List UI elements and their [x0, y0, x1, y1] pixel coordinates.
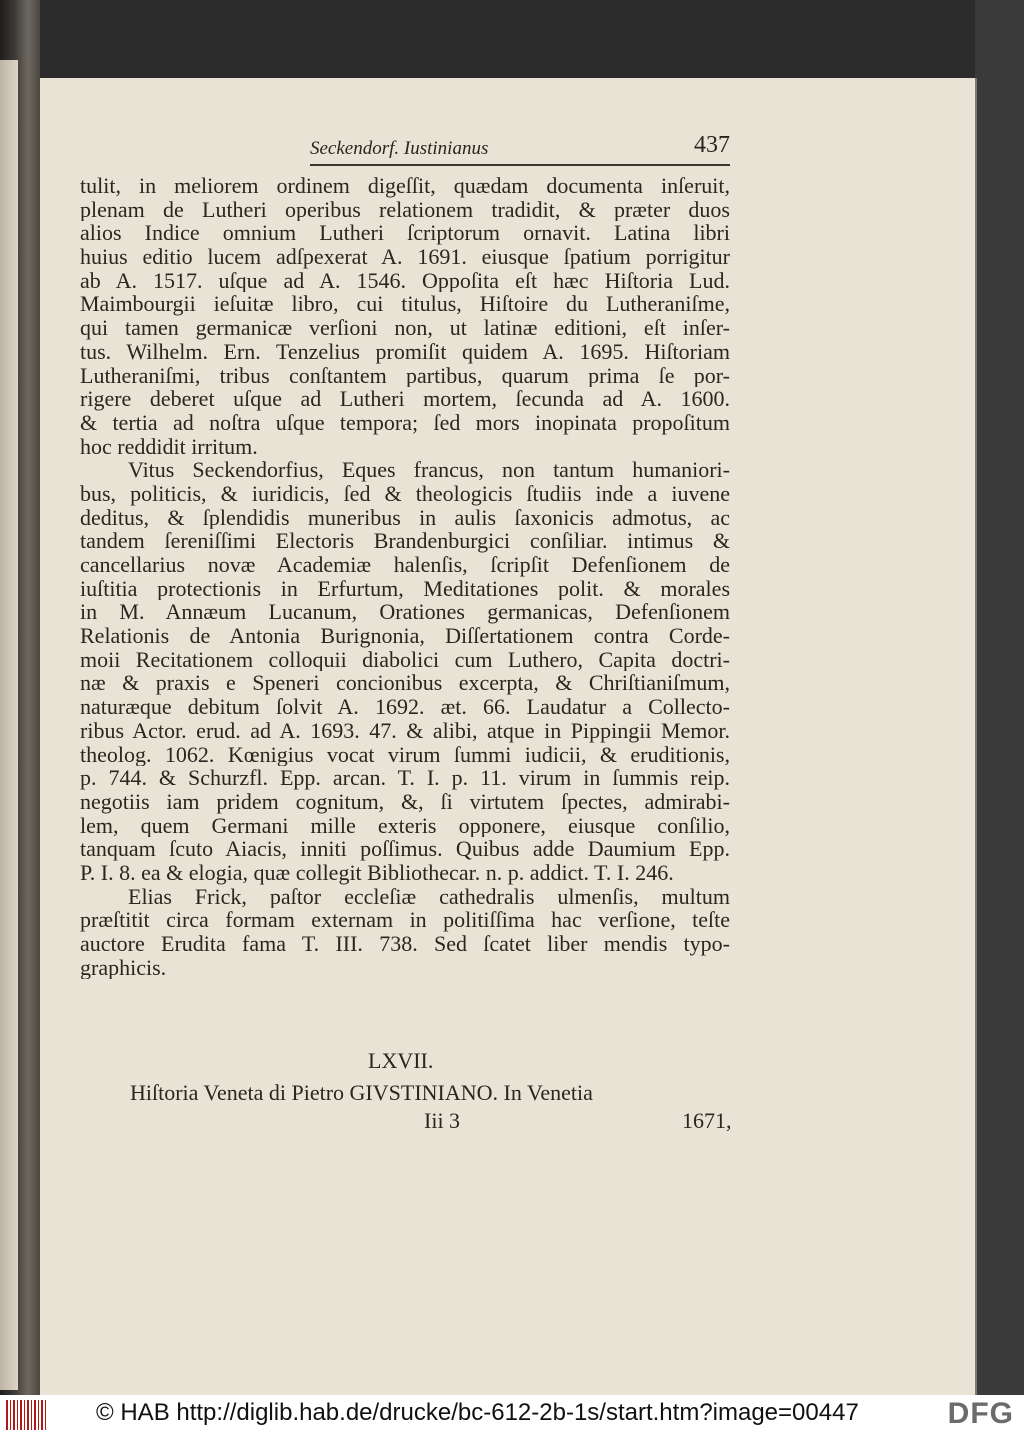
- text-line: tandem ſereniſſimi Electoris Brandenburgici conſiliar. intimus &: [80, 529, 730, 553]
- text-line: Maimbourgii ieſuitæ libro, cui titulus, Hiſtoire du Lutheraniſme,: [80, 292, 730, 317]
- text-line: P. I. 8. ea & elogia, quæ collegit Bibliothecar. n. p. addict. T. I. 246.: [80, 860, 674, 885]
- text-line: deditus, & ſplendidis muneribus in aulis ſaxonicis admotus, ac: [80, 505, 730, 530]
- facing-page-edge: [0, 60, 18, 1390]
- barcode-icon: [6, 1400, 46, 1430]
- text-line: næ & praxis e Speneri concionibus excerpta, & Chriſtianiſmum,: [80, 671, 730, 696]
- text-line: auctore Erudita fama T. III. 738. Sed ſcatet liber mendis typo-: [80, 932, 730, 956]
- text-line: plenam de Lutheri operibus relationem tradidit, & præter duos: [80, 197, 730, 222]
- running-head: Seckendorf. Iustinianus: [310, 138, 489, 159]
- viewer-footer: [0, 1395, 1024, 1435]
- text-line: qui tamen germanicæ verſioni non, ut latinæ editioni, eſt inſer-: [80, 316, 730, 340]
- copyright-link[interactable]: © HAB http://diglib.hab.de/drucke/bc-612-2b-1s/start.htm?image=00447: [96, 1399, 859, 1426]
- text-line: bus, politicis, & iuridicis, ſed & theologicis ſtudiis inde a iuvene: [80, 481, 730, 506]
- text-line: huius editio lucem adſpexerat A. 1691. eiusque ſpatium porrigitur: [80, 245, 730, 269]
- text-line: Lutheraniſmi, tribus conſtantem partibus, quarum prima ſe por-: [80, 363, 730, 388]
- signature-mark: Iii 3: [424, 1108, 461, 1133]
- text-line: moii Recitationem colloquii diabolici cum Luthero, Capita doctri-: [80, 647, 730, 672]
- catchword: 1671,: [682, 1108, 732, 1133]
- text-line: ribus Actor. erud. ad A. 1693. 47. & alibi, atque in Pippingii Memor.: [80, 718, 730, 743]
- section-number: LXVII.: [368, 1048, 434, 1073]
- text-line: Relationis de Antonia Burignonia, Diſſertationem contra Corde-: [80, 624, 730, 648]
- body-text: [80, 174, 730, 979]
- text-line: rigere deberet uſque ad Lutheri mortem, ſecunda ad A. 1600.: [80, 387, 730, 411]
- text-line: ab A. 1517. uſque ad A. 1546. Oppoſita eſt hæc Hiſtoria Lud.: [80, 268, 730, 293]
- text-line: graphicis.: [80, 955, 167, 980]
- text-line: alios Indice omnium Lutheri ſcriptorum ornavit. Latina libri: [80, 221, 730, 246]
- text-line: naturæque debitum ſolvit A. 1692. æt. 66. Laudatur a Collecto-: [80, 695, 730, 719]
- dfg-logo: DFG: [947, 1397, 1014, 1430]
- text-line: tulit, in meliorem ordinem digeſſit, quædam documenta inſeruit,: [80, 174, 730, 198]
- header-rule: [310, 164, 730, 166]
- page-header: [310, 132, 730, 168]
- section-title: Hiſtoria Veneta di Pietro GIVSTINIANO. In Venetia: [130, 1080, 593, 1105]
- text-line: præſtitit circa formam externam in politiſſima hac verſione, teſte: [80, 908, 730, 932]
- text-line: iuſtitia protectionis in Erfurtum, Meditationes polit. & morales: [80, 576, 730, 601]
- text-line: Elias Frick, paſtor eccleſiæ cathedralis ulmenſis, multum: [128, 884, 730, 909]
- text-line: negotiis iam pridem cognitum, &, ſi virtutem ſpectes, admirabi-: [80, 789, 730, 814]
- text-line: tanquam ſcuto Aiacis, inniti poſſimus. Quibus adde Daumium Epp.: [80, 837, 730, 861]
- text-line: tus. Wilhelm. Ern. Tenzelius promiſit quidem A. 1695. Hiſtoriam: [80, 339, 730, 364]
- text-line: theolog. 1062. Kœnigius vocat virum ſummi iudicii, & eruditionis,: [80, 742, 730, 767]
- text-line: in M. Annæum Lucanum, Orationes germanicas, Defenſionem: [80, 600, 730, 625]
- text-line: cancellarius novæ Academiæ halenſis, ſcripſit Defenſionem de: [80, 553, 730, 577]
- text-line: & tertia ad noſtra uſque tempora; ſed mors inopinata propoſitum: [80, 410, 730, 435]
- text-line: p. 744. & Schurzfl. Epp. arcan. T. I. p. 11. virum in ſummis reip.: [80, 766, 730, 790]
- text-line: hoc reddidit irritum.: [80, 434, 258, 459]
- text-line: Vitus Seckendorfius, Eques francus, non tantum humaniori-: [128, 458, 730, 482]
- background-right: [975, 0, 1024, 1395]
- text-line: lem, quem Germani mille exteris opponere, eiusque conſilio,: [80, 813, 730, 838]
- page-number: 437: [694, 132, 730, 158]
